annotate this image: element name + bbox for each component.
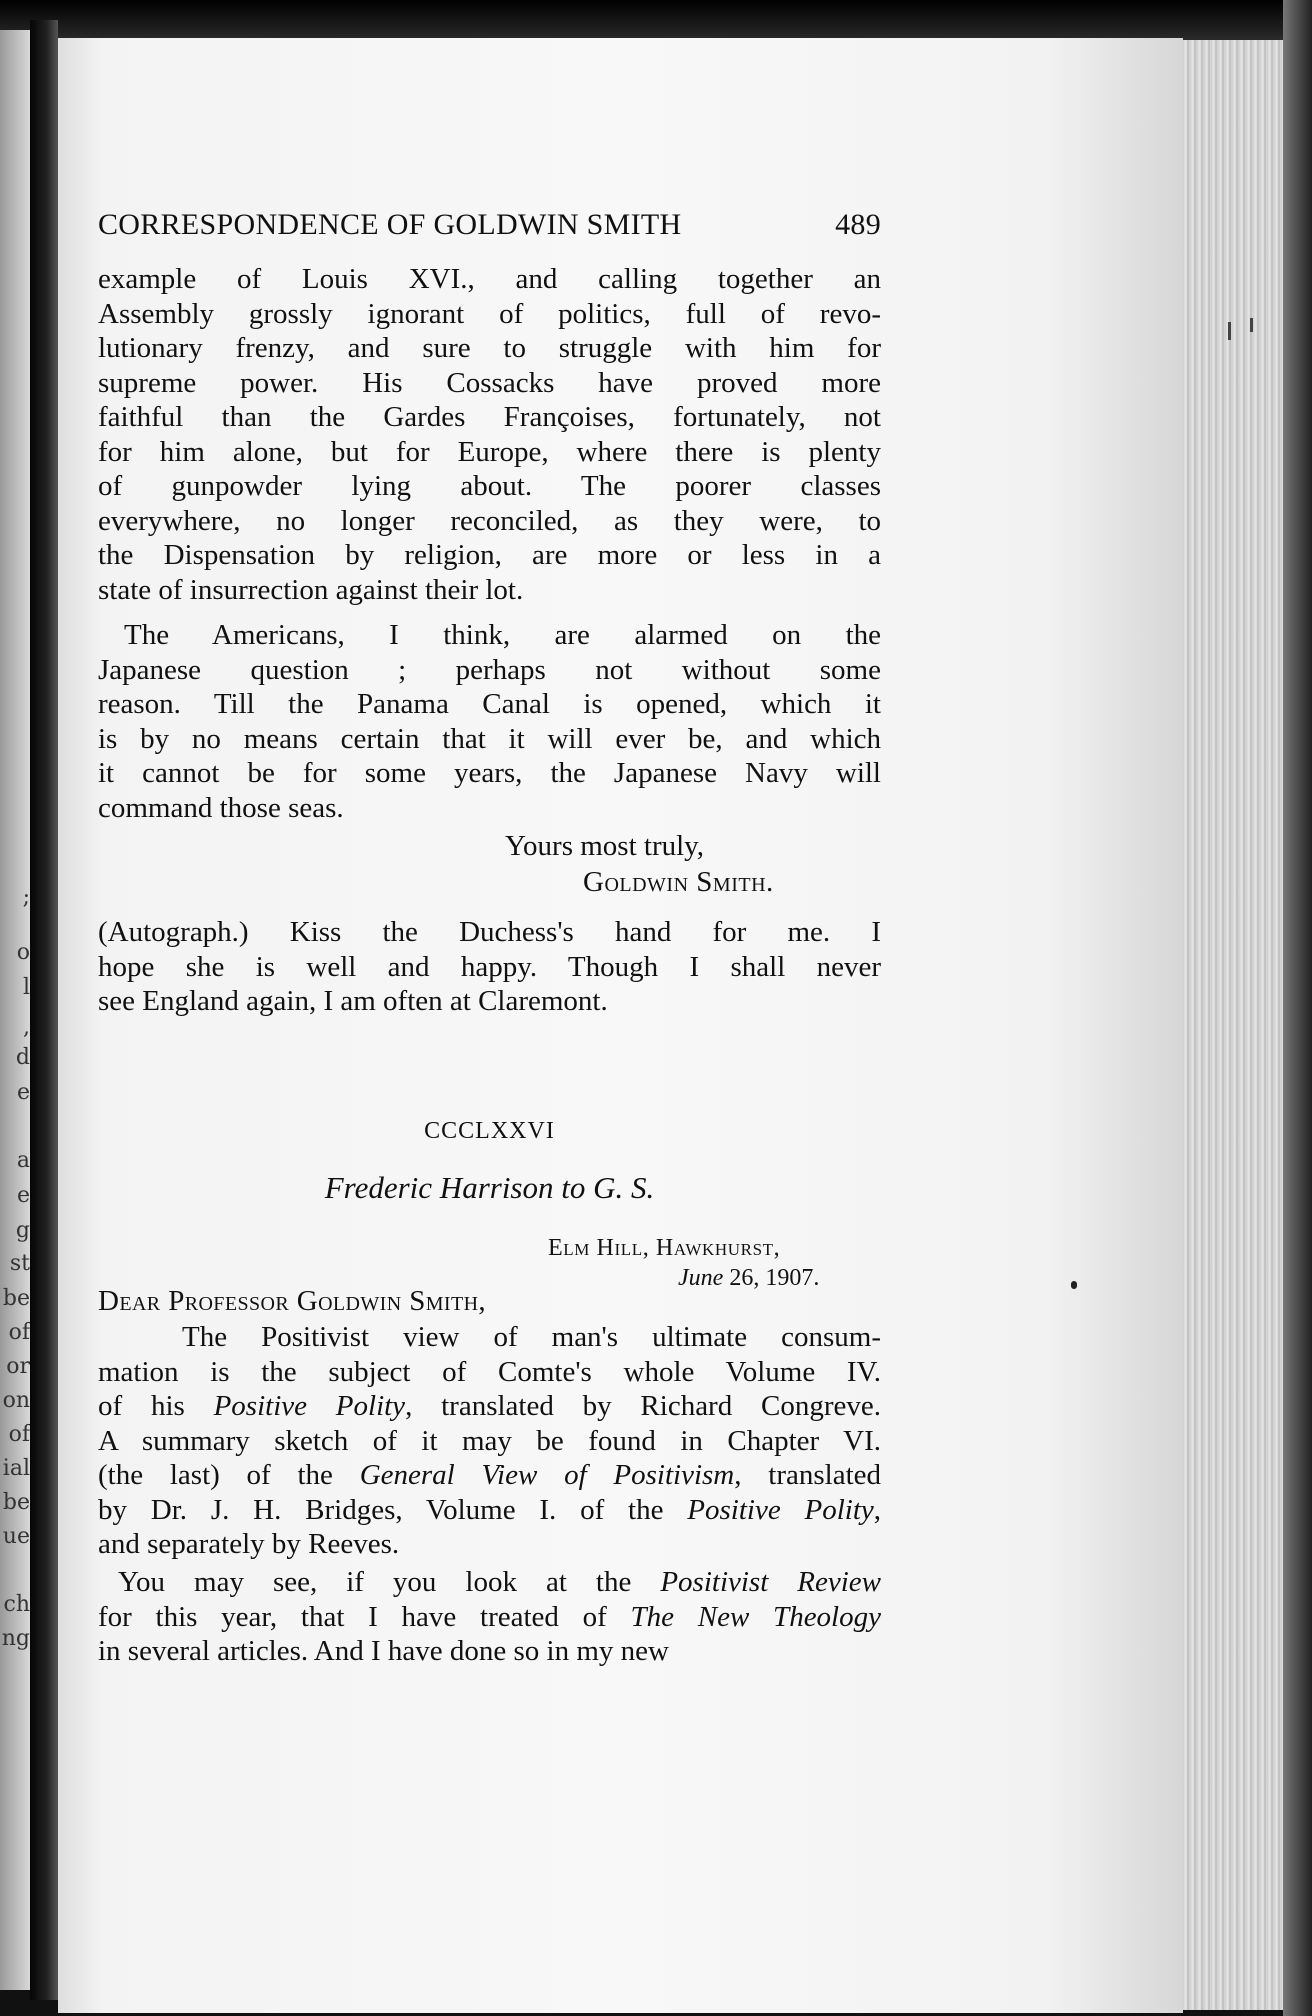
signature: Goldwin Smith. [583, 866, 774, 898]
letter-date [678, 1265, 819, 1292]
left-page-fragment: a [16, 1148, 30, 1173]
text-line: Japanese question ; perhaps not without some [98, 653, 881, 686]
date-rest: 26, 1907. [729, 1265, 820, 1291]
text-line: mation is the subject of Comte's whole Volume IV. [98, 1355, 881, 1388]
text-line: see England again, I am often at Claremont. [98, 985, 608, 1017]
text-line: command those seas. [98, 791, 344, 824]
page-number: 489 [835, 208, 881, 241]
left-page-fragment: ial [2, 1456, 30, 1481]
text-run: by Dr. J. H. Bridges, Volume I. of the [98, 1493, 688, 1526]
letter-number: CCCLXXVI [424, 1118, 555, 1144]
scan-dot [1071, 1281, 1077, 1289]
left-page-fragment: of [8, 1320, 30, 1345]
left-page-fragment: st [9, 1251, 30, 1276]
text-line: in several articles. And I have done so in my new [98, 1635, 669, 1667]
left-page-fragment: ; [22, 885, 30, 910]
left-page-fragment: ng [1, 1626, 30, 1651]
text-line: example of Louis XVI., and calling together an [98, 263, 881, 295]
left-page-fragment: or [6, 1354, 30, 1379]
text-line [98, 1389, 881, 1424]
text-run: , [873, 1493, 881, 1526]
left-page-fragment: ue [2, 1524, 30, 1549]
running-head [98, 208, 881, 248]
text-run: of his [98, 1390, 214, 1422]
left-page-fragment: , [23, 1015, 30, 1040]
text-line: A summary sketch of it may be found in Chapter VI. [98, 1424, 881, 1457]
letter-title: Frederic Harrison to G. S. [324, 1170, 655, 1205]
text-line: lutionary frenzy, and sure to struggle with him for [98, 332, 881, 364]
text-run: for this year, that I have treated of [98, 1600, 631, 1633]
text-line: and separately by Reeves. [98, 1528, 400, 1560]
left-facing-page-edge [0, 30, 30, 1990]
left-page-fragment: of [8, 1422, 30, 1447]
text-line: everywhere, no longer reconciled, as they were, to [98, 504, 881, 537]
text-line: reason. Till the Panama Canal is opened, which it [98, 688, 881, 720]
page-edges [1183, 40, 1283, 2010]
left-page-fragment: d [15, 1045, 30, 1070]
running-head-title: CORRESPONDENCE OF GOLDWIN SMITH [98, 208, 682, 241]
salutation: Dear Professor Goldwin Smith, [98, 1285, 487, 1317]
text-run: , translated by Richard Congreve. [405, 1390, 882, 1422]
text-line: hope she is well and happy. Though I shall never [98, 950, 881, 983]
letter-paragraph [98, 1565, 881, 1669]
text-line: (Autograph.) Kiss the Duchess's hand for me. I [98, 916, 881, 948]
text-line [98, 1458, 881, 1493]
text-line: for him alone, but for Europe, where there is plenty [98, 435, 881, 468]
text-line: it cannot be for some years, the Japanese Navy will [98, 757, 881, 789]
paragraph [98, 618, 881, 825]
text-line [98, 1493, 881, 1528]
journal-title: Positivist Review [660, 1566, 881, 1598]
text-line: The Americans, I think, are alarmed on the [124, 619, 881, 651]
book-gutter [30, 20, 58, 2000]
left-page-fragment: ch [3, 1592, 30, 1617]
left-page-fragment: g [15, 1218, 30, 1243]
postscript [98, 915, 881, 1019]
text-line: state of insurrection against their lot. [98, 573, 524, 606]
text-line: Assembly grossly ignorant of politics, full of revo- [98, 297, 881, 330]
paragraph-continued [98, 262, 881, 607]
left-page-fragment: e [16, 1183, 30, 1208]
scan-mark [1228, 322, 1231, 340]
article-title: The New Theology [630, 1600, 881, 1633]
text-line: supreme power. His Cossacks have proved more [98, 366, 881, 399]
left-page-fragment: e [16, 1080, 30, 1105]
right-shadow [1283, 0, 1312, 2016]
date-month: June [678, 1265, 724, 1291]
letter-paragraph [98, 1320, 881, 1562]
text-run: (the last) of the [98, 1459, 360, 1491]
text-run: You may see, if you look at the [118, 1566, 661, 1598]
left-page-fragment: be [2, 1490, 30, 1515]
text-line: The Positivist view of man's ultimate consum- [182, 1321, 881, 1353]
text-line [98, 1600, 881, 1635]
text-run: , translated [734, 1459, 881, 1491]
top-shadow [0, 0, 1312, 40]
text-line: of gunpowder lying about. The poorer classes [98, 470, 881, 502]
left-page-fragment: be [2, 1286, 30, 1311]
left-page-fragment: on [2, 1388, 30, 1413]
left-page-fragment: l [22, 975, 30, 1000]
letter-address: Elm Hill, Hawkhurst, [548, 1235, 781, 1261]
book-title: Positive Polity [213, 1390, 406, 1422]
valediction: Yours most truly, [505, 830, 705, 862]
book-title: General View of Positivism [359, 1459, 735, 1491]
text-line: is by no means certain that it will ever be, and which [98, 722, 881, 755]
book-title: Positive Polity [687, 1493, 874, 1526]
left-page-fragment: o [16, 940, 30, 965]
scan-mark [1250, 318, 1253, 332]
text-line: the Dispensation by religion, are more or less in a [98, 539, 881, 571]
text-line [98, 1565, 881, 1600]
text-line: faithful than the Gardes Françoises, fortunately, not [98, 401, 881, 433]
